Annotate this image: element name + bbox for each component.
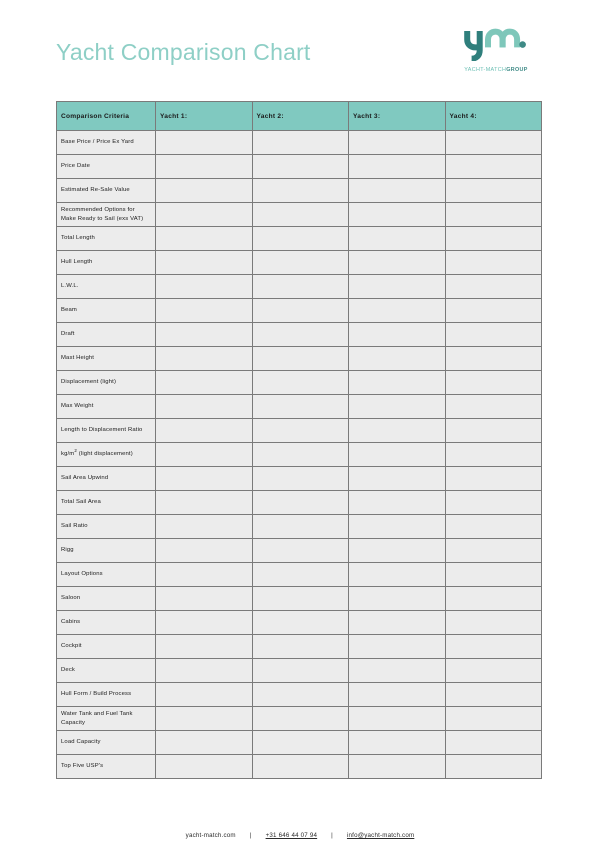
yacht-3-value-cell[interactable] xyxy=(349,611,446,635)
column-header-yacht-4: Yacht 4: xyxy=(445,102,542,131)
yacht-2-value-cell[interactable] xyxy=(252,179,349,203)
column-header-yacht-3: Yacht 3: xyxy=(349,102,446,131)
yacht-2-value-cell[interactable] xyxy=(252,131,349,155)
yacht-3-value-cell[interactable] xyxy=(349,371,446,395)
company-logo xyxy=(448,26,544,73)
yacht-3-value-cell[interactable] xyxy=(349,299,446,323)
yacht-4-value-cell[interactable] xyxy=(445,131,542,155)
yacht-4-value-cell[interactable] xyxy=(445,179,542,203)
table-body xyxy=(57,131,542,779)
yacht-3-value-cell[interactable] xyxy=(349,659,446,683)
yacht-2-value-cell[interactable] xyxy=(252,587,349,611)
criteria-cell: Estimated Re-Sale Value xyxy=(57,179,156,203)
yacht-1-value-cell[interactable] xyxy=(156,371,253,395)
yacht-2-value-cell[interactable] xyxy=(252,563,349,587)
yacht-3-value-cell[interactable] xyxy=(349,323,446,347)
yacht-2-value-cell[interactable] xyxy=(252,251,349,275)
criteria-cell: Hull Length xyxy=(57,251,156,275)
yacht-3-value-cell[interactable] xyxy=(349,731,446,755)
yacht-3-value-cell[interactable] xyxy=(349,203,446,227)
document-footer xyxy=(0,832,600,839)
yacht-1-value-cell[interactable] xyxy=(156,443,253,467)
yacht-4-value-cell[interactable] xyxy=(445,251,542,275)
table-row xyxy=(57,131,542,155)
yacht-3-value-cell[interactable] xyxy=(349,251,446,275)
table-row xyxy=(57,491,542,515)
yacht-1-value-cell[interactable] xyxy=(156,659,253,683)
table-row xyxy=(57,707,542,731)
yacht-4-value-cell[interactable] xyxy=(445,491,542,515)
yacht-1-value-cell[interactable] xyxy=(156,323,253,347)
yacht-4-value-cell[interactable] xyxy=(445,347,542,371)
yacht-4-value-cell[interactable] xyxy=(445,203,542,227)
yacht-4-value-cell[interactable] xyxy=(445,683,542,707)
yacht-4-value-cell[interactable] xyxy=(445,611,542,635)
yacht-3-value-cell[interactable] xyxy=(349,395,446,419)
yacht-4-value-cell[interactable] xyxy=(445,731,542,755)
table-row xyxy=(57,467,542,491)
criteria-cell: Price Date xyxy=(57,155,156,179)
yacht-3-value-cell[interactable] xyxy=(349,275,446,299)
table-row xyxy=(57,299,542,323)
column-header-yacht-2: Yacht 2: xyxy=(252,102,349,131)
criteria-cell: Total Sail Area xyxy=(57,491,156,515)
yacht-3-value-cell[interactable] xyxy=(349,443,446,467)
yacht-4-value-cell[interactable] xyxy=(445,323,542,347)
table-row xyxy=(57,659,542,683)
column-header-yacht-1: Yacht 1: xyxy=(156,102,253,131)
yacht-2-value-cell[interactable] xyxy=(252,299,349,323)
yacht-4-value-cell[interactable] xyxy=(445,155,542,179)
yacht-comparison-table xyxy=(56,101,542,779)
yacht-4-value-cell[interactable] xyxy=(445,563,542,587)
yacht-3-value-cell[interactable] xyxy=(349,515,446,539)
criteria-cell: Mast Height xyxy=(57,347,156,371)
yacht-2-value-cell[interactable] xyxy=(252,443,349,467)
yacht-1-value-cell[interactable] xyxy=(156,683,253,707)
yacht-2-value-cell[interactable] xyxy=(252,683,349,707)
yacht-3-value-cell[interactable] xyxy=(349,539,446,563)
table-row xyxy=(57,635,542,659)
yacht-1-value-cell[interactable] xyxy=(156,707,253,731)
yacht-1-value-cell[interactable] xyxy=(156,539,253,563)
yacht-3-value-cell[interactable] xyxy=(349,755,446,779)
yacht-2-value-cell[interactable] xyxy=(252,659,349,683)
yacht-1-value-cell[interactable] xyxy=(156,203,253,227)
footer-separator-2: | xyxy=(331,832,333,839)
yacht-1-value-cell[interactable] xyxy=(156,275,253,299)
yacht-2-value-cell[interactable] xyxy=(252,491,349,515)
yacht-1-value-cell[interactable] xyxy=(156,611,253,635)
yacht-2-value-cell[interactable] xyxy=(252,755,349,779)
logo-wordmark-bold: GROUP xyxy=(506,67,528,74)
yacht-4-value-cell[interactable] xyxy=(445,635,542,659)
yacht-2-value-cell[interactable] xyxy=(252,611,349,635)
yacht-3-value-cell[interactable] xyxy=(349,131,446,155)
comparison-table-container xyxy=(56,101,541,779)
logo-wordmark xyxy=(464,68,528,73)
yacht-3-value-cell[interactable] xyxy=(349,491,446,515)
yacht-4-value-cell[interactable] xyxy=(445,227,542,251)
yacht-4-value-cell[interactable] xyxy=(445,371,542,395)
yacht-4-value-cell[interactable] xyxy=(445,299,542,323)
yacht-4-value-cell[interactable] xyxy=(445,515,542,539)
table-row xyxy=(57,563,542,587)
yacht-3-value-cell[interactable] xyxy=(349,467,446,491)
yacht-1-value-cell[interactable] xyxy=(156,179,253,203)
footer-phone[interactable]: +31 646 44 07 94 xyxy=(265,832,318,839)
criteria-cell: L.W.L. xyxy=(57,275,156,299)
table-row xyxy=(57,371,542,395)
yacht-2-value-cell[interactable] xyxy=(252,731,349,755)
table-row xyxy=(57,395,542,419)
yacht-1-value-cell[interactable] xyxy=(156,131,253,155)
criteria-cell: Deck xyxy=(57,659,156,683)
table-row xyxy=(57,587,542,611)
footer-email[interactable]: info@yacht-match.com xyxy=(346,832,415,839)
criteria-cell: Saloon xyxy=(57,587,156,611)
yacht-2-value-cell[interactable] xyxy=(252,419,349,443)
yacht-4-value-cell[interactable] xyxy=(445,587,542,611)
yacht-1-value-cell[interactable] xyxy=(156,419,253,443)
yacht-2-value-cell[interactable] xyxy=(252,275,349,299)
yacht-1-value-cell[interactable] xyxy=(156,491,253,515)
criteria-cell: Draft xyxy=(57,323,156,347)
yacht-3-value-cell[interactable] xyxy=(349,419,446,443)
table-row xyxy=(57,179,542,203)
table-row xyxy=(57,515,542,539)
yacht-3-value-cell[interactable] xyxy=(349,683,446,707)
yacht-2-value-cell[interactable] xyxy=(252,467,349,491)
criteria-cell: Load Capacity xyxy=(57,731,156,755)
yacht-2-value-cell[interactable] xyxy=(252,395,349,419)
yacht-2-value-cell[interactable] xyxy=(252,515,349,539)
yacht-4-value-cell[interactable] xyxy=(445,443,542,467)
footer-separator-1: | xyxy=(249,832,252,839)
yacht-2-value-cell[interactable] xyxy=(252,371,349,395)
yacht-1-value-cell[interactable] xyxy=(156,755,253,779)
yacht-3-value-cell[interactable] xyxy=(349,563,446,587)
logo-wordmark-light: YACHT-MATCH xyxy=(464,67,507,74)
yacht-1-value-cell[interactable] xyxy=(156,515,253,539)
table-row xyxy=(57,611,542,635)
criteria-cell: Sail Area Upwind xyxy=(57,467,156,491)
table-row xyxy=(57,443,542,467)
table-row xyxy=(57,731,542,755)
yacht-2-value-cell[interactable] xyxy=(252,323,349,347)
yacht-3-value-cell[interactable] xyxy=(349,227,446,251)
ym-monogram-icon xyxy=(464,28,528,66)
yacht-2-value-cell[interactable] xyxy=(252,227,349,251)
table-header-row xyxy=(57,102,542,131)
criteria-cell: $kg/m^2$ (light displacement) xyxy=(57,443,156,467)
yacht-4-value-cell[interactable] xyxy=(445,755,542,779)
yacht-3-value-cell[interactable] xyxy=(349,179,446,203)
yacht-1-value-cell[interactable] xyxy=(156,155,253,179)
yacht-1-value-cell[interactable] xyxy=(156,467,253,491)
yacht-1-value-cell[interactable] xyxy=(156,299,253,323)
table-row xyxy=(57,275,542,299)
criteria-cell: Recommended Options for Make Ready to Sail (exs VAT) xyxy=(57,203,156,227)
table-row xyxy=(57,251,542,275)
yacht-4-value-cell[interactable] xyxy=(445,275,542,299)
yacht-1-value-cell[interactable] xyxy=(156,635,253,659)
table-header xyxy=(57,102,542,131)
page-title: Yacht Comparison Chart xyxy=(56,38,311,65)
yacht-1-value-cell[interactable] xyxy=(156,227,253,251)
yacht-3-value-cell[interactable] xyxy=(349,155,446,179)
yacht-1-value-cell[interactable] xyxy=(156,587,253,611)
criteria-cell: Total Length xyxy=(57,227,156,251)
criteria-cell: Top Five USP's xyxy=(57,755,156,779)
yacht-2-value-cell[interactable] xyxy=(252,155,349,179)
table-row xyxy=(57,539,542,563)
table-row xyxy=(57,347,542,371)
yacht-2-value-cell[interactable] xyxy=(252,347,349,371)
criteria-cell: Sail Ratio xyxy=(57,515,156,539)
yacht-1-value-cell[interactable] xyxy=(156,395,253,419)
yacht-1-value-cell[interactable] xyxy=(156,563,253,587)
criteria-cell: Layout Options xyxy=(57,563,156,587)
criteria-cell: Cabins xyxy=(57,611,156,635)
yacht-4-value-cell[interactable] xyxy=(445,419,542,443)
table-row xyxy=(57,227,542,251)
table-row xyxy=(57,755,542,779)
table-row xyxy=(57,203,542,227)
criteria-cell: Rigg xyxy=(57,539,156,563)
criteria-cell: Beam xyxy=(57,299,156,323)
yacht-2-value-cell[interactable] xyxy=(252,203,349,227)
yacht-3-value-cell[interactable] xyxy=(349,635,446,659)
column-header-criteria: Comparison Criteria xyxy=(57,102,156,131)
yacht-4-value-cell[interactable] xyxy=(445,707,542,731)
yacht-3-value-cell[interactable] xyxy=(349,707,446,731)
yacht-4-value-cell[interactable] xyxy=(445,467,542,491)
yacht-3-value-cell[interactable] xyxy=(349,347,446,371)
table-row xyxy=(57,155,542,179)
yacht-2-value-cell[interactable] xyxy=(252,635,349,659)
criteria-cell: Water Tank and Fuel Tank Capacity xyxy=(57,707,156,731)
criteria-cell: Base Price / Price Ex Yard xyxy=(57,131,156,155)
criteria-cell: Max Weight xyxy=(57,395,156,419)
footer-website[interactable]: yacht-match.com xyxy=(185,832,236,839)
yacht-4-value-cell[interactable] xyxy=(445,539,542,563)
yacht-4-value-cell[interactable] xyxy=(445,659,542,683)
yacht-4-value-cell[interactable] xyxy=(445,395,542,419)
yacht-2-value-cell[interactable] xyxy=(252,707,349,731)
unit-superscript: 2 xyxy=(74,448,77,454)
document-header xyxy=(0,0,600,100)
table-row xyxy=(57,683,542,707)
criteria-cell: Length to Displacement Ratio xyxy=(57,419,156,443)
criteria-cell: Displacement (light) xyxy=(57,371,156,395)
criteria-cell: Hull Form / Build Process xyxy=(57,683,156,707)
table-row xyxy=(57,323,542,347)
yacht-1-value-cell[interactable] xyxy=(156,251,253,275)
yacht-1-value-cell[interactable] xyxy=(156,347,253,371)
yacht-2-value-cell[interactable] xyxy=(252,539,349,563)
yacht-3-value-cell[interactable] xyxy=(349,587,446,611)
table-row xyxy=(57,419,542,443)
criteria-cell: Cockpit xyxy=(57,635,156,659)
yacht-1-value-cell[interactable] xyxy=(156,731,253,755)
